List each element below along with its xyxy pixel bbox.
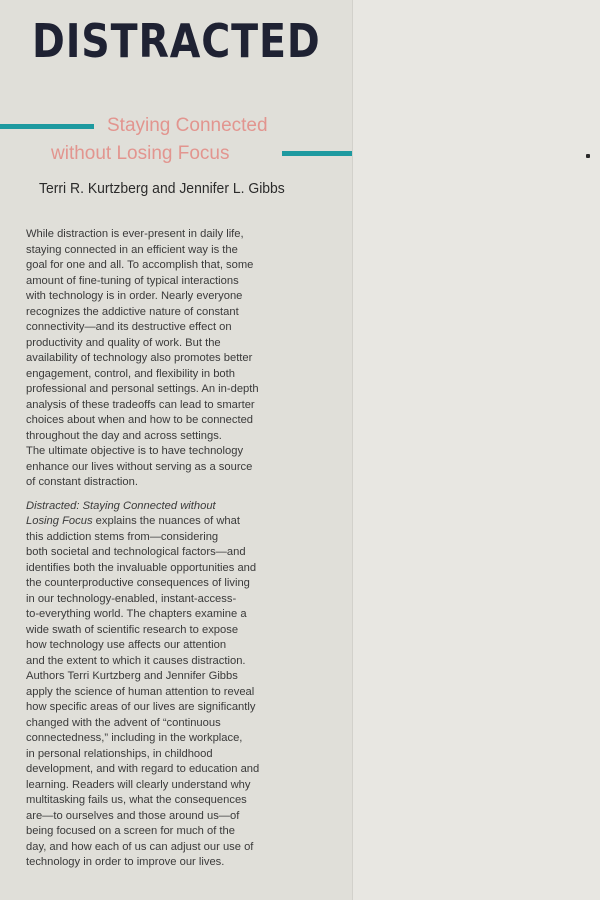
text-line: day, and how each of us can adjust our use of <box>26 840 254 853</box>
paragraph-2 <box>26 499 326 871</box>
text-line: identifies both the invaluable opportunities and <box>26 561 257 574</box>
text-line: changed with the advent of “continuous <box>26 716 221 729</box>
text-line: connectedness,” including in the workplace, <box>26 732 243 744</box>
text-line: the counterproductive consequences of living <box>26 577 250 589</box>
text-line: wide swath of scientific research to expose <box>26 623 239 636</box>
text-line: While distraction is ever-present in daily life, <box>26 228 244 240</box>
text-line: with technology is in order. Nearly everyone <box>26 290 243 302</box>
subtitle-line-2: without Losing Focus <box>51 143 230 164</box>
text-line: how technology use affects our attention <box>26 639 227 651</box>
text-line: connectivity—and its destructive effect on <box>26 321 232 333</box>
text-line: The ultimate objective is to have technology <box>26 445 244 457</box>
text-line: learning. Readers will clearly understand why <box>26 778 251 791</box>
book-title: DISTRACTED <box>32 14 321 68</box>
text-line: productivity and quality of work. But the <box>26 336 221 349</box>
book-title-italic: Distracted: Staying Connected without <box>26 499 216 512</box>
text-line: engagement, control, and flexibility in both <box>26 367 235 380</box>
text-line: staying connected in an efficient way is the <box>26 243 238 256</box>
text-line: being focused on a screen for much of the <box>26 825 235 837</box>
text-line: how specific areas of our lives are significantly <box>26 701 256 713</box>
text-line: are—to ourselves and those around us—of <box>26 809 240 822</box>
text-line: apply the science of human attention to reveal <box>26 685 255 698</box>
book-title-italic: Losing Focus <box>26 515 93 527</box>
text-line: this addiction stems from—considering <box>26 530 219 543</box>
text-line: recognizes the addictive nature of constant <box>26 305 239 318</box>
text-line: multitasking fails us, what the consequences <box>26 794 247 806</box>
text-line: amount of fine-tuning of typical interactions <box>26 274 239 287</box>
subtitle-line-1: Staying Connected <box>107 115 268 136</box>
text-line: Authors Terri Kurtzberg and Jennifer Gibbs <box>26 670 238 682</box>
authors: Terri R. Kurtzberg and Jennifer L. Gibbs <box>39 180 285 197</box>
paragraph-gap <box>26 491 326 499</box>
text-line: availability of technology also promotes better <box>26 352 253 364</box>
text-line: technology in order to improve our lives. <box>26 856 225 868</box>
text-line: in personal relationships, in childhood <box>26 747 213 760</box>
text-line: choices about when and how to be connected <box>26 414 254 426</box>
text-line: enhance our lives without serving as a source <box>26 460 253 473</box>
paragraph-1 <box>26 227 326 491</box>
text-line: and the extent to which it causes distraction. <box>26 654 246 667</box>
mark-dot <box>586 154 590 158</box>
flap-description <box>26 227 326 871</box>
text-line: to-everything world. The chapters examine a <box>26 608 247 620</box>
accent-bar-left <box>0 124 94 129</box>
text-line <box>26 499 326 515</box>
text-line: throughout the day and across settings. <box>26 429 222 442</box>
text-line: analysis of these tradeoffs can lead to smarter <box>26 398 255 411</box>
text-line: development, and with regard to education and <box>26 763 260 775</box>
text-line <box>26 514 326 530</box>
text-line: goal for one and all. To accomplish that, some <box>26 259 254 271</box>
text-fragment: explains the nuances of what <box>92 515 240 527</box>
text-line: of constant distraction. <box>26 476 138 488</box>
text-line: both societal and technological factors—and <box>26 546 246 558</box>
back-panel <box>352 0 600 900</box>
accent-bar-right <box>282 151 352 156</box>
text-line: in our technology-enabled, instant-access- <box>26 592 237 605</box>
text-line: professional and personal settings. An in-depth <box>26 383 259 395</box>
